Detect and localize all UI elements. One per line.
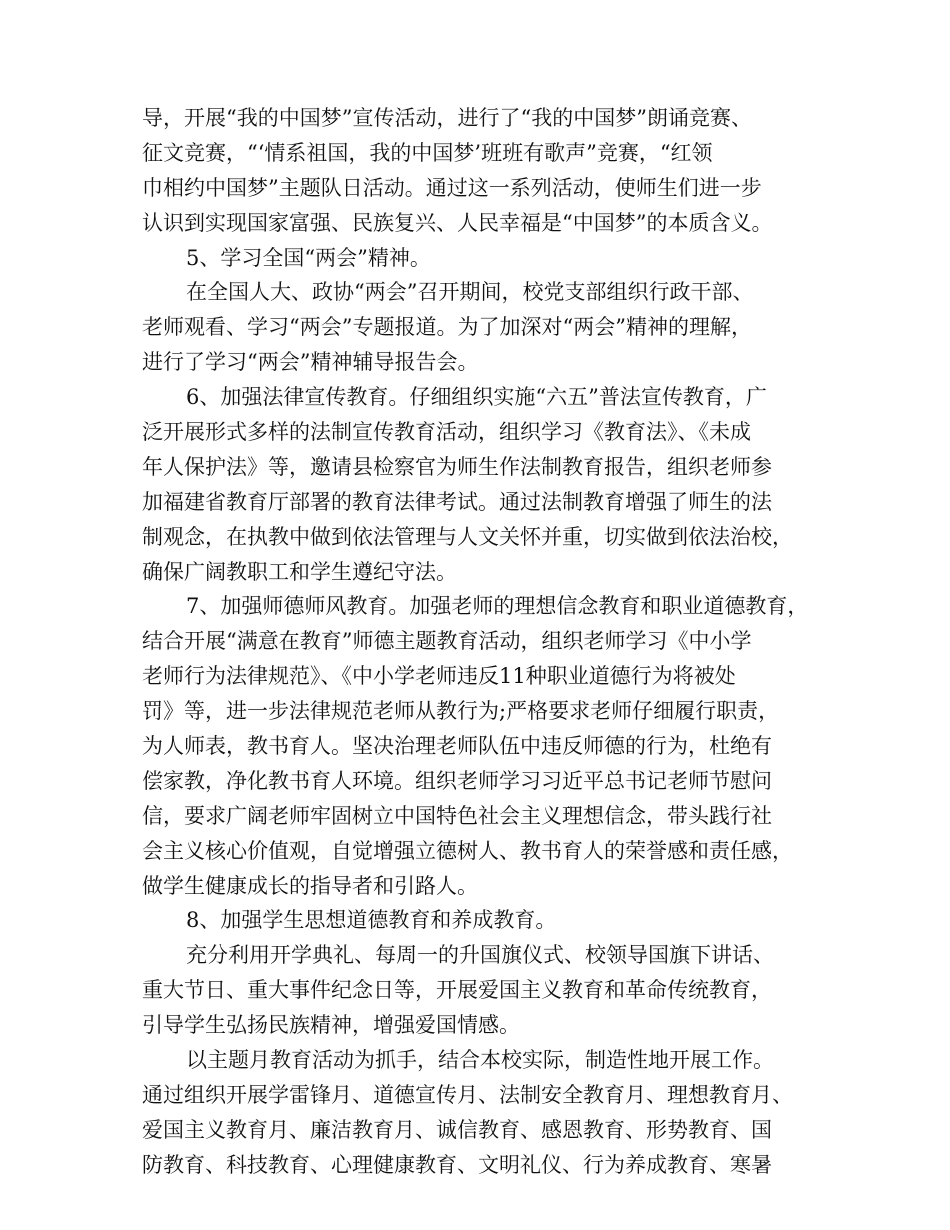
text-line: 引导学生弘扬民族精神，增强爱国情感。 [142, 1013, 520, 1038]
text-line: 认识到实现国家富强、民族复兴、人民幸福是“中国梦”的本质含义。 [142, 210, 773, 235]
text-line: 5、学习全国“两会”精神。 [186, 245, 431, 270]
text-line: 为人师表，教书育人。坚决治理老师队伍中违反师德的行为，杜绝有 [142, 734, 772, 759]
text-line: 确保广阔教职工和学生遵纪守法。 [142, 559, 457, 584]
text-line: 加福建省教育厅部署的教育法律考试。通过法制教育增强了师生的法 [142, 489, 772, 514]
text-line: 6、加强法律宣传教育。仔细组织实施“六五”普法宣传教育，广 [186, 385, 767, 410]
text-line: 会主义核心价值观，自觉增强立德树人、教书育人的荣誉感和责任感， [142, 838, 793, 863]
text-line: 偿家教，净化教书育人环境。组织老师学习习近平总书记老师节慰问 [142, 768, 772, 793]
text-line: 防教育、科技教育、心理健康教育、文明礼仪、行为养成教育、寒暑 [142, 1152, 772, 1177]
text-line: 7、加强师德师风教育。加强老师的理想信念教育和职业道德教育， [186, 594, 809, 619]
text-line: 结合开展“满意在教育”师德主题教育活动，组织老师学习《中小学 [142, 629, 752, 654]
document-body [142, 101, 832, 1183]
text-line: 进行了学习“两会”精神辅导报告会。 [142, 350, 479, 375]
text-line: 泛开展形式多样的法制宣传教育活动，组织学习《教育法》、《未成 [142, 420, 751, 445]
text-line: 制观念，在执教中做到依法管理与人文关怀并重，切实做到依法治校， [142, 524, 793, 549]
text-line: 征文竞赛，“‘情系祖国，我的中国梦’班班有歌声”竞赛，“红领 [142, 140, 713, 165]
text-line: 通过组织开展学雷锋月、道德宣传月、法制安全教育月、理想教育月、 [142, 1082, 793, 1107]
text-line: 重大节日、重大事件纪念日等，开展爱国主义教育和革命传统教育， [142, 978, 772, 1003]
text-line: 老师行为法律规范》、《中小学老师违反11种职业道德行为将被处 [142, 664, 736, 689]
text-line: 以主题月教育活动为抓手，结合本校实际，制造性地开展工作。 [186, 1048, 774, 1073]
text-line: 在全国人大、政协“两会”召开期间，校党支部组织行政干部、 [186, 280, 754, 305]
text-line: 年人保护法》等，邀请县检察官为师生作法制教育报告，组织老师参 [142, 454, 772, 479]
text-line: 信，要求广阔老师牢固树立中国特色社会主义理想信念，带头践行社 [142, 803, 772, 828]
text-line: 做学生健康成长的指导者和引路人。 [142, 873, 478, 898]
text-line: 巾相约中国梦”主题队日活动。通过这一系列活动，使师生们进一步 [142, 175, 762, 200]
text-line: 罚》等，进一步法律规范老师从教行为;严格要求老师仔细履行职责， [142, 699, 780, 724]
text-line: 充分利用开学典礼、每周一的升国旗仪式、校领导国旗下讲话、 [186, 943, 774, 968]
text-line: 爱国主义教育月、廉洁教育月、诚信教育、感恩教育、形势教育、国 [142, 1117, 772, 1142]
text-line: 老师观看、学习“两会”专题报道。为了加深对“两会”精神的理解， [142, 315, 752, 340]
text-line: 导，开展“我的中国梦”宣传活动，进行了“我的中国梦”朗诵竞赛、 [142, 106, 752, 130]
text-line: 8、加强学生思想道德教育和养成教育。 [186, 908, 557, 933]
